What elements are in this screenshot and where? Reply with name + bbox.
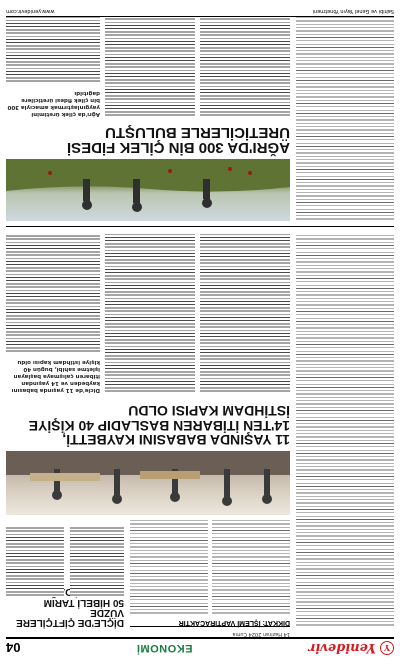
section-name: EKONOMİ	[136, 642, 193, 654]
top-story-headline-line: DİÇLE'DE ÇİFTÇİLERE VÜZDE	[16, 606, 124, 628]
workshop-photo	[6, 451, 290, 515]
harvest-column	[105, 17, 195, 117]
top-story-headline-line: 50 HİBELİ TARIM	[43, 596, 124, 608]
section-divider	[6, 226, 394, 227]
notice-box	[130, 616, 290, 627]
side-column	[296, 233, 394, 627]
harvest-column	[200, 17, 290, 117]
labour-story-headline	[6, 404, 290, 447]
logo-text: Yenidevir	[308, 640, 376, 656]
field-illustration	[6, 159, 290, 221]
harvest-story-headline	[6, 124, 290, 155]
side-column	[296, 17, 394, 221]
footer-left: Sahibi ve Genel Yayın Yönetmeni	[312, 8, 394, 14]
page-footer	[6, 6, 394, 17]
notice-column	[212, 519, 290, 615]
labour-column	[6, 233, 100, 353]
harvest-headline-line: ÜRETİCİLERLE BULUŞTU	[105, 123, 290, 141]
notice-column	[130, 519, 208, 615]
page-header	[6, 637, 394, 657]
harvest-headline-line: AĞRI'DA 300 BİN ÇİLEK FİDESİ	[66, 139, 290, 156]
notice-title: DİKKAT: İŞLEMİ VAPTIRACAKTIR	[178, 619, 290, 626]
top-story-column	[6, 525, 64, 597]
labour-subhead: Dicle'de 11 yaşında babasını kaybeden ve 14 yaşından itibaren çalışmaya başlayan işletme sahibi, bugün 40 kişiye istihdam kapısı oldu	[11, 359, 100, 393]
masthead-logo	[308, 641, 394, 656]
footer-right: www.yenidevir.com	[6, 8, 55, 14]
labour-column	[200, 233, 290, 393]
issue-date: 14 Haziran 2024 Cuma	[232, 631, 290, 637]
harvest-subhead: Ağrı'da çilek üretimini yaygınlaştırmak amacıyla 300 bin çilek fidesi üreticilere dağıtıldı	[7, 90, 100, 117]
labour-headline-line: İSTİHDAM KAPISI OLDU	[128, 403, 290, 420]
harvest-column	[6, 17, 100, 83]
logo-badge-icon: Y	[380, 641, 394, 655]
page-number: 04	[6, 640, 21, 656]
strawberry-field-photo	[6, 159, 290, 221]
labour-headline-line: 14'TEN İTİBAREN BASLADIP 40 KİŞİYE	[28, 417, 290, 434]
labour-headline-line: 11 YAŞINDA BABASINI KAYBETTİ,	[62, 432, 290, 448]
top-story-column	[70, 525, 124, 597]
labour-column	[105, 233, 195, 393]
workshop-illustration	[6, 451, 290, 515]
